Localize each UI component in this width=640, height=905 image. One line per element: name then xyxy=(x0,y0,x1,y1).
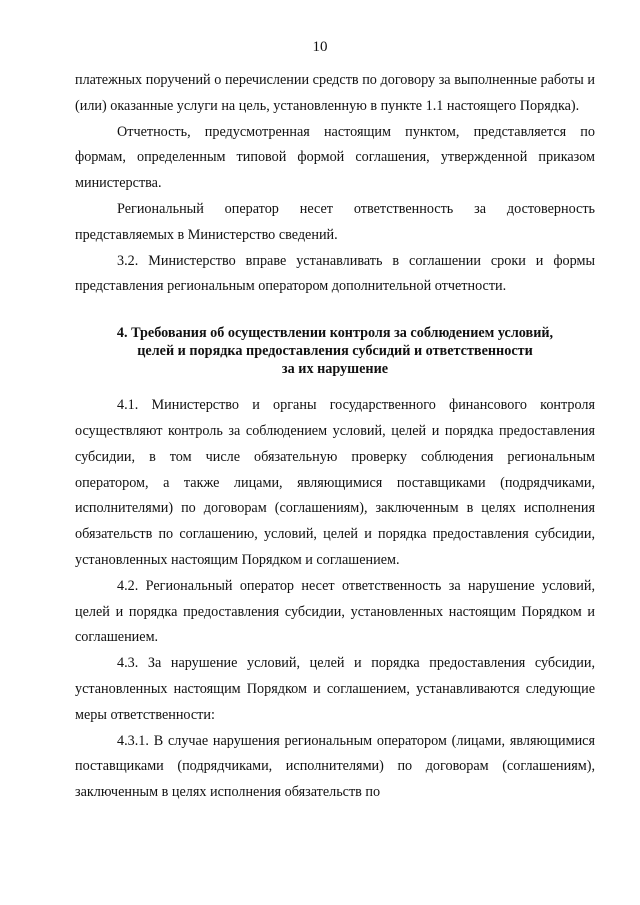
paragraph-4-3: 4.3. За нарушение условий, целей и порядка предоставления субсидии, установленных настоящим Порядком и соглашением, устанавливаются следующие меры ответственности: xyxy=(75,655,595,723)
section-heading-line-1: 4. Требования об осуществлении контроля за соблюдением условий, xyxy=(116,325,554,342)
paragraph-3-2: 3.2. Министерство вправе устанавливать в соглашении сроки и формы представления региональным оператором дополнительной отчетности. xyxy=(75,252,595,295)
paragraph-operator-responsibility: Региональный оператор несет ответственность за достоверность представляемых в Министерство сведений. xyxy=(75,200,595,243)
document-body xyxy=(75,68,595,806)
paragraph-reporting-forms: Отчетность, предусмотренная настоящим пунктом, представляется по формам, определенным типовой формой соглашения, утвержденной приказом министерства. xyxy=(75,123,595,192)
paragraph-4-1: 4.1. Министерство и органы государственного финансового контроля осуществляют контроль за соблюдением условий, целей и порядка предоставления субсидии, в том числе обязательную проверку соблюдения региональным оператором, а также лицами, являющимися поставщиками (подрядчиками, исполнителями) по договорам (соглашениям), заключенным в целях исполнения обязательств по соглашению, условий, целей и порядка предоставления субсидии, установленных настоящим Порядком и соглашением. xyxy=(75,397,595,568)
paragraph-4-2: 4.2. Региональный оператор несет ответственность за нарушение условий, целей и порядка предоставления субсидии, установленных настоящим Порядком и соглашением. xyxy=(75,577,595,646)
section-heading-line-3: за их нарушение xyxy=(281,361,389,378)
section-heading xyxy=(75,324,595,378)
paragraph-continuation: платежных поручений о перечислении средств по договору за выполненные работы и (или) оказанные услуги на цель, установленную в пункте 1.1 настоящего Порядка). xyxy=(75,72,595,114)
paragraph-4-3-1: 4.3.1. В случае нарушения региональным оператором (лицами, являющимися поставщиками (подрядчиками, исполнителями) по договорам (соглашениям), заключенным в целях исполнения обязательств по xyxy=(75,732,595,801)
section-heading-line-2: целей и порядка предоставления субсидий и ответственности xyxy=(137,343,533,360)
page-number: 10 xyxy=(312,39,328,55)
